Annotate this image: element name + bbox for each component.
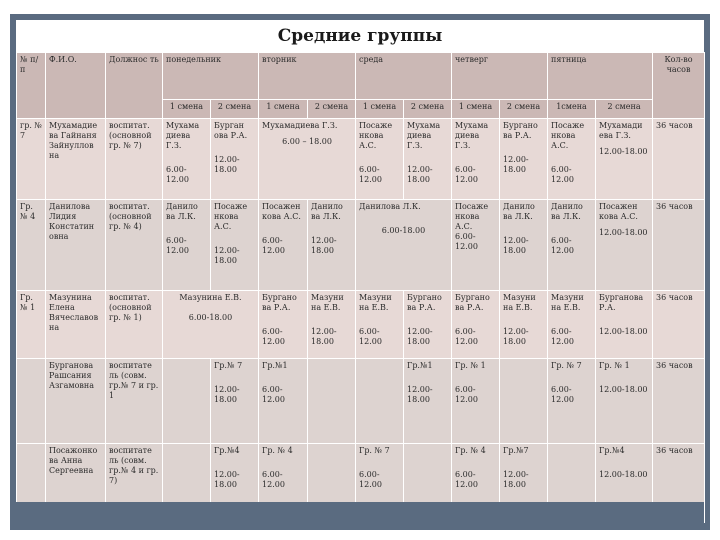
- header-monday: понедельник: [163, 53, 259, 100]
- cell-time: 12.00-18.00: [214, 246, 240, 265]
- cell-fio: Бурганова Рашсания Азгамовна: [46, 359, 106, 444]
- cell-name: Посажен кова А.С.: [262, 202, 301, 221]
- cell-time: 12.00-18.00: [214, 155, 240, 174]
- cell-time: 6.00-12.00: [551, 165, 574, 184]
- cell-name: Гр.№4: [214, 446, 240, 455]
- cell-tue-2: [308, 200, 356, 291]
- header-position: Должнос ть: [106, 53, 163, 119]
- slide-frame: [10, 14, 710, 530]
- cell-hours: 36 часов: [653, 119, 705, 200]
- cell-name: Данилова Л.К.: [359, 202, 421, 211]
- cell-thu-2: [500, 119, 548, 200]
- header-num: № п/п: [17, 53, 46, 119]
- cell-tue-2: [308, 359, 356, 444]
- cell-fri-1: [548, 119, 596, 200]
- cell-wed: [356, 200, 452, 291]
- cell-num: Гр. № 1: [17, 291, 46, 359]
- shift-header: 2 смена: [404, 100, 452, 119]
- cell-time: 6.00-12.00: [262, 236, 285, 255]
- page-title: Средние группы: [277, 26, 443, 46]
- cell-time: 6.00-12.00: [455, 232, 478, 251]
- cell-time: 6.00-12.00: [359, 327, 382, 346]
- header-hours: Кол-во часов: [653, 53, 705, 119]
- cell-position: воспитате ль (совм. гр.№ 7 и гр. 1: [106, 359, 163, 444]
- cell-name: Мухама диева Г.З.: [407, 121, 441, 150]
- cell-name: Данило ва Л.К.: [166, 202, 198, 221]
- cell-name: Гр.№1: [407, 361, 433, 370]
- cell-wed-2: [404, 119, 452, 200]
- cell-time: 6.00-12.00: [455, 470, 478, 489]
- cell-time: 12.00-18.00: [503, 236, 529, 255]
- shift-header: 1 смена: [452, 100, 500, 119]
- cell-tue: [259, 119, 356, 200]
- cell-fri-1: [548, 359, 596, 444]
- table-header-row: [17, 53, 705, 100]
- cell-fio: Данилова Лидия Констатин овна: [46, 200, 106, 291]
- cell-time: 6.00-12.00: [455, 165, 478, 184]
- cell-name: Гр.№1: [262, 361, 288, 370]
- cell-wed-2: [404, 291, 452, 359]
- header-wednesday: среда: [356, 53, 452, 100]
- cell-name: Гр.№ 7: [214, 361, 243, 370]
- cell-time: 6.00-18.00: [381, 226, 426, 235]
- cell-tue-1: [259, 200, 308, 291]
- cell-time: 12.00-18.00: [599, 327, 648, 336]
- cell-tue-2: [308, 291, 356, 359]
- cell-name: Бургано ва Р.А.: [503, 121, 538, 140]
- cell-mon-1: [163, 200, 211, 291]
- cell-time: 12.00-18.00: [311, 327, 337, 346]
- cell-name: Посаже нкова А.С.: [359, 121, 393, 150]
- shift-header: 2 смена: [500, 100, 548, 119]
- cell-time: 6.00-18.00: [188, 313, 233, 322]
- cell-time: 12.00-18.00: [311, 236, 337, 255]
- cell-time: 12.00-18.00: [599, 228, 648, 237]
- cell-name: Мазуни на Е.В.: [359, 293, 392, 312]
- cell-tue-1: [259, 291, 308, 359]
- cell-name: Бургано ва Р.А.: [407, 293, 442, 312]
- cell-num: [17, 359, 46, 444]
- cell-name: Бурган ова Р.А.: [214, 121, 248, 140]
- table-row: [17, 359, 705, 444]
- cell-time: 6.00-12.00: [455, 327, 478, 346]
- cell-fri-1: [548, 291, 596, 359]
- cell-hours: 36 часов: [653, 200, 705, 291]
- cell-time: 6.00-12.00: [551, 327, 574, 346]
- cell-time: 12.00-18.00: [599, 385, 648, 394]
- cell-name: Данило ва Л.К.: [311, 202, 343, 221]
- cell-thu-1: [452, 359, 500, 444]
- schedule-table: [16, 52, 705, 523]
- cell-name: Мазуни на Е.В.: [551, 293, 584, 312]
- cell-time: 12.00-18.00: [503, 470, 529, 489]
- cell-thu-2: [500, 291, 548, 359]
- cell-time: 12.00-18.00: [599, 470, 648, 479]
- cell-fri-2: [596, 291, 653, 359]
- cell-name: Мухама диева Г.З.: [166, 121, 200, 150]
- cell-name: Бургано ва Р.А.: [455, 293, 490, 312]
- cell-position: воспитат. (основной гр. № 1): [106, 291, 163, 359]
- cell-mon-1: [163, 119, 211, 200]
- cell-name: Мазуни на Е.В.: [503, 293, 536, 312]
- cell-wed-1: [356, 291, 404, 359]
- cell-hours: 36 часов: [653, 359, 705, 444]
- header-fio: Ф.И.О.: [46, 53, 106, 119]
- cell-hours: 36 часов: [653, 444, 705, 523]
- cell-name: Бургано ва Р.А.: [262, 293, 297, 312]
- cell-thu-2: [500, 359, 548, 444]
- cell-time: 6.00-12.00: [455, 385, 478, 404]
- cell-name: Посаже нкова А.С.: [455, 202, 489, 231]
- shift-header: 1 смена: [259, 100, 308, 119]
- cell-name: Гр. № 7: [551, 361, 582, 370]
- cell-time: 12.00-18.00: [214, 385, 240, 404]
- cell-name: Мазунина Е.В.: [179, 293, 242, 302]
- cell-mon-2: [211, 359, 259, 444]
- cell-time: 6.00-12.00: [359, 165, 382, 184]
- cell-time: 6.00-12.00: [166, 165, 189, 184]
- cell-mon-1: [163, 359, 211, 444]
- cell-position: воспитат. (основной гр. № 4): [106, 200, 163, 291]
- cell-time: 12.00-18.00: [503, 327, 529, 346]
- slide-content: [16, 20, 704, 524]
- cell-name: Бурганова Р.А.: [599, 293, 644, 312]
- shift-header: 2 смена: [211, 100, 259, 119]
- cell-name: Мухамадиева Г.З.: [262, 121, 338, 130]
- cell-name: Гр. № 7: [359, 446, 390, 455]
- cell-name: Посаже нкова А.С.: [214, 202, 248, 231]
- cell-name: Гр. № 1: [599, 361, 630, 370]
- cell-hours: 36 часов: [653, 291, 705, 359]
- cell-position: воспитате ль (совм. гр.№ 4 и гр. 7): [106, 444, 163, 523]
- cell-name: Гр. № 4: [455, 446, 486, 455]
- cell-mon: [163, 291, 259, 359]
- table-row: [17, 291, 705, 359]
- cell-time: 12.00-18.00: [214, 470, 240, 489]
- cell-time: 6.00-12.00: [262, 470, 285, 489]
- cell-fri-2: [596, 119, 653, 200]
- cell-fio: Посажонко ва Анна Сергеевна: [46, 444, 106, 523]
- cell-time: 12.00-18.00: [599, 147, 648, 156]
- cell-name: Посажен кова А.С.: [599, 202, 638, 221]
- header-friday: пятница: [548, 53, 653, 100]
- table-row: [17, 200, 705, 291]
- cell-position: воспитат. (основной гр. № 7): [106, 119, 163, 200]
- cell-time: 6.00-12.00: [262, 327, 285, 346]
- header-tuesday: вторник: [259, 53, 356, 100]
- cell-time: 12.00-18.00: [407, 385, 433, 404]
- cell-name: Данило ва Л.К.: [551, 202, 583, 221]
- cell-fio: Мазунина Елена Вячеславов на: [46, 291, 106, 359]
- cell-mon-2: [211, 119, 259, 200]
- cell-time: 12.00-18.00: [503, 155, 529, 174]
- shift-header: 2 смена: [308, 100, 356, 119]
- cell-time: 6.00-12.00: [551, 385, 574, 404]
- bottom-bar: [16, 502, 704, 524]
- cell-mon-2: [211, 200, 259, 291]
- cell-time: 6.00 – 18.00: [282, 137, 332, 146]
- header-thursday: четверг: [452, 53, 548, 100]
- cell-wed-2: [404, 359, 452, 444]
- cell-thu-2: [500, 200, 548, 291]
- shift-header: 1 смена: [163, 100, 211, 119]
- cell-name: Мазуни на Е.В.: [311, 293, 344, 312]
- cell-time: 6.00-12.00: [262, 385, 285, 404]
- table-row: [17, 119, 705, 200]
- cell-name: Гр.№7: [503, 446, 529, 455]
- cell-tue-1: [259, 359, 308, 444]
- cell-time: 6.00-12.00: [551, 236, 574, 255]
- cell-name: Гр. № 4: [262, 446, 293, 455]
- cell-thu-1: [452, 291, 500, 359]
- cell-time: 6.00-12.00: [166, 236, 189, 255]
- cell-wed-1: [356, 119, 404, 200]
- shift-header: 1смена: [548, 100, 596, 119]
- cell-fri-1: [548, 200, 596, 291]
- cell-wed-1: [356, 359, 404, 444]
- cell-fri-2: [596, 359, 653, 444]
- cell-thu-1: [452, 119, 500, 200]
- shift-header: 1 смена: [356, 100, 404, 119]
- cell-name: Посаже нкова А.С.: [551, 121, 585, 150]
- cell-time: 12.00-18.00: [407, 327, 433, 346]
- cell-time: 12.00-18.00: [407, 165, 433, 184]
- cell-name: Мухамади ева Г.З.: [599, 121, 643, 140]
- cell-num: Гр. № 4: [17, 200, 46, 291]
- cell-name: Гр.№4: [599, 446, 625, 455]
- cell-fio: Мухамадие ва Гайнаня Зайнуллов на: [46, 119, 106, 200]
- cell-fri-2: [596, 200, 653, 291]
- cell-name: Гр. № 1: [455, 361, 486, 370]
- cell-time: 6.00-12.00: [359, 470, 382, 489]
- shift-header: 2 смена: [596, 100, 653, 119]
- cell-num: гр. № 7: [17, 119, 46, 200]
- cell-thu-1: [452, 200, 500, 291]
- cell-name: Данило ва Л.К.: [503, 202, 535, 221]
- cell-name: Мухама диева Г.З.: [455, 121, 489, 150]
